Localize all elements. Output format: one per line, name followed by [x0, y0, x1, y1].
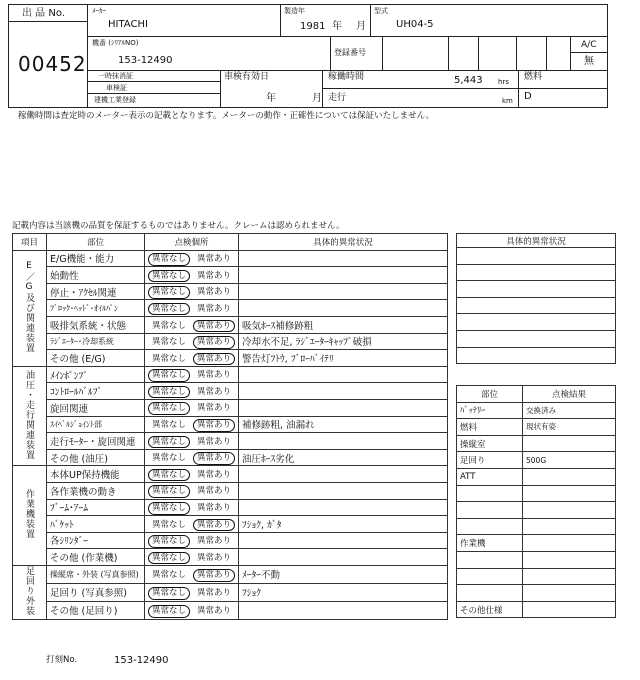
detail-cell [239, 549, 448, 566]
part-cell: その他 (作業機) [47, 549, 145, 566]
header-line-4 [88, 93, 220, 94]
table-row [13, 416, 448, 433]
option-normal[interactable]: 異常なし [152, 320, 187, 331]
side-result-cell: 交換済み [523, 402, 616, 419]
option-abnormal[interactable]: 異常あり [193, 353, 235, 366]
header-vline-reg [330, 36, 331, 70]
side-result-row [457, 502, 616, 519]
option-normal[interactable]: 異常なし [148, 402, 190, 415]
part-cell: その他 (足回り) [47, 601, 145, 619]
detail-cell: 警告灯ﾌﾄｳ, ﾌﾞﾛｰﾊﾞｲﾃﾘ [239, 350, 448, 367]
side-detail-cell [457, 314, 616, 331]
fuel-label: 燃料 [524, 72, 543, 82]
option-normal[interactable]: 異常なし [148, 469, 190, 482]
header-vline-b [478, 36, 479, 70]
check-cell [145, 416, 239, 433]
reg-label: 登録番号 [334, 48, 366, 57]
option-abnormal[interactable]: 異常あり [197, 254, 232, 265]
table-row [13, 449, 448, 466]
side-detail-row [457, 347, 616, 364]
check-cell [145, 267, 239, 284]
side-detail-row [457, 314, 616, 331]
ac-label: A/C [581, 40, 597, 50]
check-cell [145, 583, 239, 601]
side-part-cell [457, 518, 523, 535]
header-ac-split [570, 52, 608, 53]
table-row [13, 532, 448, 549]
part-cell: 本体UP保持機能 [47, 466, 145, 483]
inspect-label: 車検有効日 [224, 72, 270, 82]
maker-label: ﾒｰｶｰ [92, 7, 106, 15]
check-cell [145, 601, 239, 619]
table-row [13, 601, 448, 619]
detail-cell [239, 532, 448, 549]
check-cell [145, 283, 239, 300]
detail-cell: 油圧ﾎｰｽ劣化 [239, 449, 448, 466]
side-result-row [457, 452, 616, 469]
side-result-cell [523, 551, 616, 568]
side-result-cell [523, 502, 616, 519]
side-result-row [457, 551, 616, 568]
approval-label: 建機工業登録 [94, 96, 136, 104]
year-label: 製造年 [284, 7, 305, 15]
side-detail-row [457, 330, 616, 347]
option-abnormal[interactable]: 異常あり [197, 303, 232, 314]
part-cell: その他 (油圧) [47, 449, 145, 466]
group-cell [13, 250, 47, 366]
side-detail-header: 具体的異常状況 [457, 234, 616, 248]
side-result-cell [523, 535, 616, 552]
table-row [13, 583, 448, 601]
part-cell: 吸排気系統・状態 [47, 316, 145, 333]
table-row [13, 283, 448, 300]
side-result-cell [523, 435, 616, 452]
side-result-cell: 現状有姿 [523, 419, 616, 436]
option-normal[interactable]: 異常なし [148, 270, 190, 283]
part-cell: ﾊﾞｹｯﾄ [47, 516, 145, 533]
side-detail-cell [457, 347, 616, 364]
group-cell [13, 466, 47, 566]
table-row [13, 267, 448, 284]
side-part-cell: ATT [457, 468, 523, 485]
header-vline-d [546, 36, 547, 70]
table-row [13, 366, 448, 383]
part-cell: ﾒｲﾝﾎﾟﾝﾌﾟ [47, 366, 145, 383]
side-detail-cell [457, 264, 616, 281]
detail-cell: 吸気ﾎｰｽ補修跡粗 [239, 316, 448, 333]
part-cell: 足回り (写真参照) [47, 583, 145, 601]
lot-number: 00452 [18, 52, 87, 76]
serial-value: 153-12490 [118, 55, 173, 66]
check-cell [145, 300, 239, 317]
side-result-row [457, 568, 616, 585]
ac-value: 無 [584, 56, 594, 67]
side-detail-row [457, 281, 616, 298]
detail-cell: ﾌｼｮｸ, ｶﾞﾀ [239, 516, 448, 533]
header-line-1 [88, 36, 608, 37]
side-result-table [456, 385, 616, 618]
col-part: 部位 [47, 234, 145, 251]
inspect-month-unit: 月 [312, 93, 322, 104]
disclaimer: 記載内容は当該機の品質を保証するものではありません。クレームは認められません。 [12, 221, 345, 231]
side-result-row [457, 435, 616, 452]
table-row [13, 549, 448, 566]
car-cert-label: 車検証 [106, 84, 127, 92]
side-detail-row [457, 264, 616, 281]
side-result-cell [523, 585, 616, 602]
detail-cell [239, 300, 448, 317]
header-vline-c [516, 36, 517, 70]
option-abnormal[interactable]: 異常あり [193, 519, 235, 532]
check-cell [145, 399, 239, 416]
part-cell: 各作業機の動き [47, 482, 145, 499]
group-cell [13, 565, 47, 619]
side-detail-cell [457, 297, 616, 314]
detail-cell [239, 383, 448, 400]
option-normal[interactable]: 異常なし [148, 253, 190, 266]
side-result-row [457, 535, 616, 552]
lot-label: 出 品 No. [22, 8, 65, 19]
header-line-5 [322, 88, 608, 89]
side-part-cell: 足回り [457, 452, 523, 469]
table-row [13, 482, 448, 499]
side-result-row [457, 419, 616, 436]
option-abnormal[interactable]: 異常あり [197, 486, 232, 497]
table-row [13, 383, 448, 400]
year-value: 1981 [300, 21, 326, 32]
table-row [13, 250, 448, 267]
side-part-cell: 作業機 [457, 535, 523, 552]
option-normal[interactable]: 異常なし [152, 420, 187, 431]
header-vline-inspect [220, 70, 221, 108]
option-normal[interactable]: 異常なし [152, 570, 187, 581]
side-result-cell [523, 485, 616, 502]
fuel-value: D [524, 91, 532, 102]
option-abnormal[interactable]: 異常あり [193, 419, 235, 432]
option-normal[interactable]: 異常なし [148, 552, 190, 565]
table-row [13, 516, 448, 533]
option-normal[interactable]: 異常なし [152, 353, 187, 364]
check-cell [145, 549, 239, 566]
table-row [13, 399, 448, 416]
detail-cell: ﾌｼｮｸ [239, 583, 448, 601]
detail-cell [239, 433, 448, 450]
option-abnormal[interactable]: 異常あり [197, 588, 232, 599]
detail-cell [239, 283, 448, 300]
check-cell [145, 433, 239, 450]
side-result-cell [523, 468, 616, 485]
hours-unit: hrs [498, 78, 509, 86]
side-part-cell [457, 568, 523, 585]
header-vline-a [448, 36, 449, 70]
check-cell [145, 250, 239, 267]
header-line-3 [88, 81, 220, 82]
table-row [13, 565, 448, 583]
detail-cell: 冷却水不足, ﾗｼﾞｴｰﾀｰｷｬｯﾌﾟ破損 [239, 333, 448, 350]
side-part-cell [457, 485, 523, 502]
check-cell [145, 383, 239, 400]
header-vline-reg2 [382, 36, 383, 70]
part-cell: ﾌﾞﾛｯｸ･ﾍｯﾄﾞ･ｵｲﾙﾊﾟﾝ [47, 300, 145, 317]
serial-label: 機番 (ｼﾘｱﾙNO) [92, 39, 139, 47]
option-abnormal[interactable]: 異常あり [197, 370, 232, 381]
option-abnormal[interactable]: 異常あり [193, 320, 235, 333]
table-row [13, 350, 448, 367]
option-normal[interactable]: 異常なし [148, 502, 190, 515]
detail-cell [239, 399, 448, 416]
check-cell [145, 466, 239, 483]
option-abnormal[interactable]: 異常あり [197, 536, 232, 547]
table-row [13, 433, 448, 450]
side-result-row [457, 585, 616, 602]
hours-note: 稼働時間は査定時のメーター表示の記載となります。メーターの動作・正確性については保証いたしません。 [18, 111, 435, 121]
detail-cell: ﾒｰﾀｰ不動 [239, 565, 448, 583]
header-vline-fuel [518, 70, 519, 108]
side-part-cell [457, 502, 523, 519]
side-detail-row [457, 248, 616, 265]
header-line-2 [88, 70, 608, 71]
side-result-row [457, 518, 616, 535]
table-row [13, 466, 448, 483]
side-col-result: 点検結果 [523, 386, 616, 403]
option-abnormal[interactable]: 異常あり [197, 606, 232, 617]
col-detail: 具体的異常状況 [239, 234, 448, 251]
header-vline-hours [322, 70, 323, 108]
hours-label: 稼働時間 [328, 72, 365, 82]
table-row [13, 300, 448, 317]
option-normal[interactable]: 異常なし [152, 453, 187, 464]
part-cell: ﾌﾞｰﾑ･ｱｰﾑ [47, 499, 145, 516]
detail-cell [239, 366, 448, 383]
side-result-cell [523, 601, 616, 618]
travel-label: 走行 [328, 93, 347, 103]
option-abnormal[interactable]: 異常あり [197, 503, 232, 514]
detail-cell [239, 601, 448, 619]
col-check: 点検個所 [145, 234, 239, 251]
inspection-table-header [13, 234, 448, 251]
option-abnormal[interactable]: 異常あり [197, 403, 232, 414]
side-detail-cell [457, 330, 616, 347]
option-normal[interactable]: 異常なし [148, 286, 190, 299]
table-row [13, 333, 448, 350]
part-cell: ｽｲﾍﾞﾙｼﾞｮｲﾝﾄ部 [47, 416, 145, 433]
header-vline-model [370, 4, 371, 36]
part-cell: 旋回関連 [47, 399, 145, 416]
inspect-year-unit: 年 [266, 93, 276, 104]
detail-cell: 補修跡粗, 油漏れ [239, 416, 448, 433]
part-cell: その他 (E/G) [47, 350, 145, 367]
check-cell [145, 565, 239, 583]
option-normal[interactable]: 異常なし [148, 369, 190, 382]
part-cell: ｺﾝﾄﾛｰﾙﾊﾞﾙﾌﾞ [47, 383, 145, 400]
maker-value: HITACHI [108, 19, 148, 30]
table-row [13, 316, 448, 333]
detail-cell [239, 250, 448, 267]
part-cell: 操縦席・外装 (写真参照) [47, 565, 145, 583]
temp-permit-label: 一時抹消証 [98, 72, 133, 80]
detail-cell [239, 499, 448, 516]
part-cell: 停止・ｱｸｾﾙ関連 [47, 283, 145, 300]
option-abnormal[interactable]: 異常あり [197, 552, 232, 563]
check-cell [145, 532, 239, 549]
group-label: 足回り外装 [24, 565, 34, 616]
option-normal[interactable]: 異常なし [148, 587, 190, 600]
stamp-number: 153-12490 [114, 655, 169, 666]
side-col-part: 部位 [457, 386, 523, 403]
header-vline-ac [570, 36, 571, 70]
group-cell [13, 366, 47, 466]
year-unit: 年 [332, 21, 342, 32]
check-cell [145, 482, 239, 499]
option-normal[interactable]: 異常なし [148, 605, 190, 618]
part-cell: 走行ﾓｰﾀｰ・旋回関連 [47, 433, 145, 450]
model-label: 型式 [374, 7, 388, 15]
check-cell [145, 333, 239, 350]
option-abnormal[interactable]: 異常あり [197, 287, 232, 298]
option-normal[interactable]: 異常なし [148, 485, 190, 498]
option-abnormal[interactable]: 異常あり [197, 386, 232, 397]
side-detail-row [457, 297, 616, 314]
part-cell: 始動性 [47, 267, 145, 284]
check-cell [145, 350, 239, 367]
option-abnormal[interactable]: 異常あり [197, 270, 232, 281]
group-label: E／G及び関連装置 [24, 260, 34, 353]
option-normal[interactable]: 異常なし [148, 436, 190, 449]
table-row [13, 499, 448, 516]
group-label: 作業機装置 [24, 489, 34, 540]
side-part-cell [457, 551, 523, 568]
model-value: UH04-5 [396, 19, 434, 30]
option-abnormal[interactable]: 異常あり [197, 469, 232, 480]
check-cell [145, 516, 239, 533]
part-cell: E/G機能・能力 [47, 250, 145, 267]
option-abnormal[interactable]: 異常あり [197, 436, 232, 447]
side-detail-cell [457, 281, 616, 298]
option-normal[interactable]: 異常なし [148, 303, 190, 316]
col-item: 項目 [13, 234, 47, 251]
side-part-cell: 燃料 [457, 419, 523, 436]
side-part-cell [457, 585, 523, 602]
part-cell: ﾗｼﾞｴｰﾀｰ･冷却系統 [47, 333, 145, 350]
part-cell: 各ｼﾘﾝﾀﾞｰ [47, 532, 145, 549]
option-normal[interactable]: 異常なし [152, 337, 187, 348]
detail-cell [239, 267, 448, 284]
group-label: 油圧・走行関連装置 [24, 369, 34, 460]
check-cell [145, 366, 239, 383]
side-detail-cell [457, 248, 616, 265]
inspection-table [12, 233, 448, 620]
side-part-cell: 操縦室 [457, 435, 523, 452]
side-detail-table [456, 233, 616, 364]
header-vline-maker [280, 4, 281, 36]
detail-cell [239, 482, 448, 499]
side-part-cell: ﾊﾞｯﾃﾘｰ [457, 402, 523, 419]
check-cell [145, 449, 239, 466]
option-normal[interactable]: 異常なし [152, 519, 187, 530]
check-cell [145, 499, 239, 516]
side-result-cell [523, 568, 616, 585]
side-result-row [457, 468, 616, 485]
side-result-row [457, 402, 616, 419]
side-part-cell: その他仕様 [457, 601, 523, 618]
side-result-row [457, 601, 616, 618]
side-result-cell: 500G [523, 452, 616, 469]
detail-cell [239, 466, 448, 483]
hours-value: 5,443 [454, 75, 483, 86]
option-abnormal[interactable]: 異常あり [193, 569, 235, 582]
stamp-label: 打刻No. [46, 655, 78, 665]
option-abnormal[interactable]: 異常あり [193, 336, 235, 349]
km-unit: km [502, 97, 513, 105]
option-normal[interactable]: 異常なし [148, 386, 190, 399]
side-result-cell [523, 518, 616, 535]
side-result-row [457, 485, 616, 502]
option-abnormal[interactable]: 異常あり [193, 452, 235, 465]
month-unit: 月 [356, 21, 366, 32]
check-cell [145, 316, 239, 333]
option-normal[interactable]: 異常なし [148, 535, 190, 548]
